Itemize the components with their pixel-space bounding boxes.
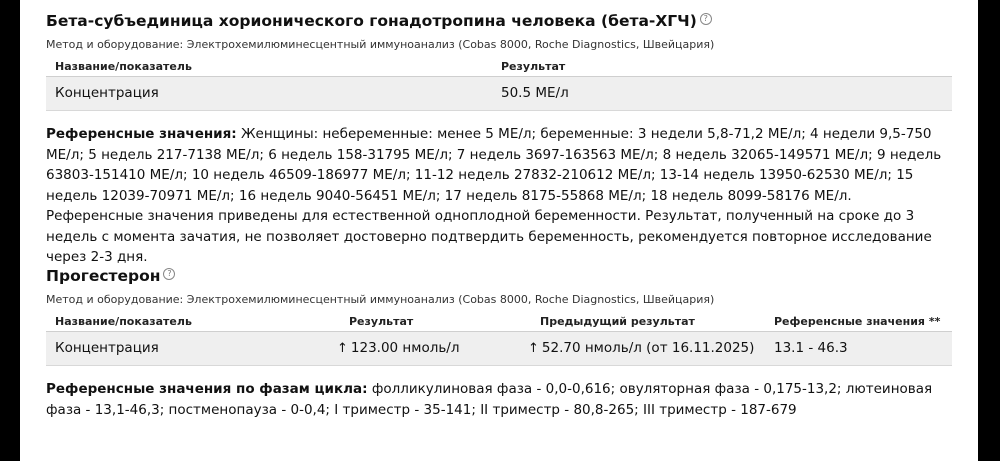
progesterone-title [46,265,952,287]
hcg-method: Метод и оборудование: Электрохемилюминесцентный иммуноанализ (Cobas 8000, Roche Diagnostics, Швейцария) [46,38,715,51]
header-previous: Предыдущий результат [540,315,695,328]
header-result: Результат [501,60,566,73]
progesterone-ref-text: фолликулиновая фаза - 0,0-0,616; овуляторная фаза - 0,175-13,2; лютеиновая фаза - 13,1-46,3; постменопауза - 0-0,4; I триместр - 35-141; II триместр - 80,8-265; III триместр - 187-679 [46,381,933,418]
hcg-table [46,57,952,111]
hcg-ref-label: Референсные значения: [46,126,237,142]
progesterone-table [46,312,952,366]
row-previous [528,340,754,356]
row-name: Концентрация [55,85,159,101]
row-result [337,340,459,356]
row-result-value: 123.00 нмоль/л [350,340,460,356]
header-name: Название/показатель [55,60,192,73]
help-icon[interactable]: ? [700,13,712,25]
report-page [20,0,978,461]
help-icon[interactable]: ? [163,268,175,280]
progesterone-method: Метод и оборудование: Электрохемилюминесцентный иммуноанализ (Cobas 8000, Roche Diagnostics, Швейцария) [46,293,715,306]
row-name: Концентрация [55,340,159,356]
progesterone-ref-label: Референсные значения по фазам цикла: [46,381,368,397]
row-result: 50.5 МЕ/л [501,85,569,101]
hcg-title-text: Бета-субъединица хорионического гонадотропина человека (бета-ХГЧ) [46,12,697,30]
hcg-ref-text: Женщины: небеременные: менее 5 МЕ/л; беременные: 3 недели 5,8-71,2 МЕ/л; 4 недели 9,5-750 МЕ/л; 5 недель 217-7138 МЕ/л; 6 недель 158-31795 МЕ/л; 7 недель 3697-163563 МЕ/л; 8 недель 32065-149571 МЕ/л; 9 недель 63803-151410 МЕ/л; 10 недель 46509-186977 МЕ/л; 11-12 недель 27832-210612 МЕ/л; 13-14 недель 13950-62530 МЕ/л; 15 недель 12039-70971 МЕ/л; 16 недель 9040-56451 МЕ/л; 17 недель 8175-55868 МЕ/л; 18 недель 8099-58176 МЕ/л. Референсные значения приведены для естественной одноплодной беременности. Результат, полученный на сроке до 3 недель с момента зачатия, не позволяет достоверно подтвердить беременность, рекомендуется повторное исследование через 2-3 дня. [46,126,942,265]
row-previous-value: 52.70 нмоль/л (от 16.11.2025) [541,340,755,356]
progesterone-title-text: Прогестерон [46,267,161,285]
row-reference: 13.1 - 46.3 [774,340,848,356]
hcg-table-header [46,57,952,77]
table-row [46,332,952,366]
header-name: Название/показатель [55,315,192,328]
progesterone-table-header [46,312,952,332]
table-row [46,77,952,111]
arrow-up-icon: ↑ [528,341,539,356]
header-reference: Референсные значения ** [774,315,941,328]
progesterone-section [46,265,952,420]
arrow-up-icon: ↑ [337,341,348,356]
hcg-title [46,10,952,32]
header-result: Результат [349,315,414,328]
progesterone-reference [46,379,952,420]
hcg-reference [46,124,952,268]
hcg-section [46,10,952,268]
